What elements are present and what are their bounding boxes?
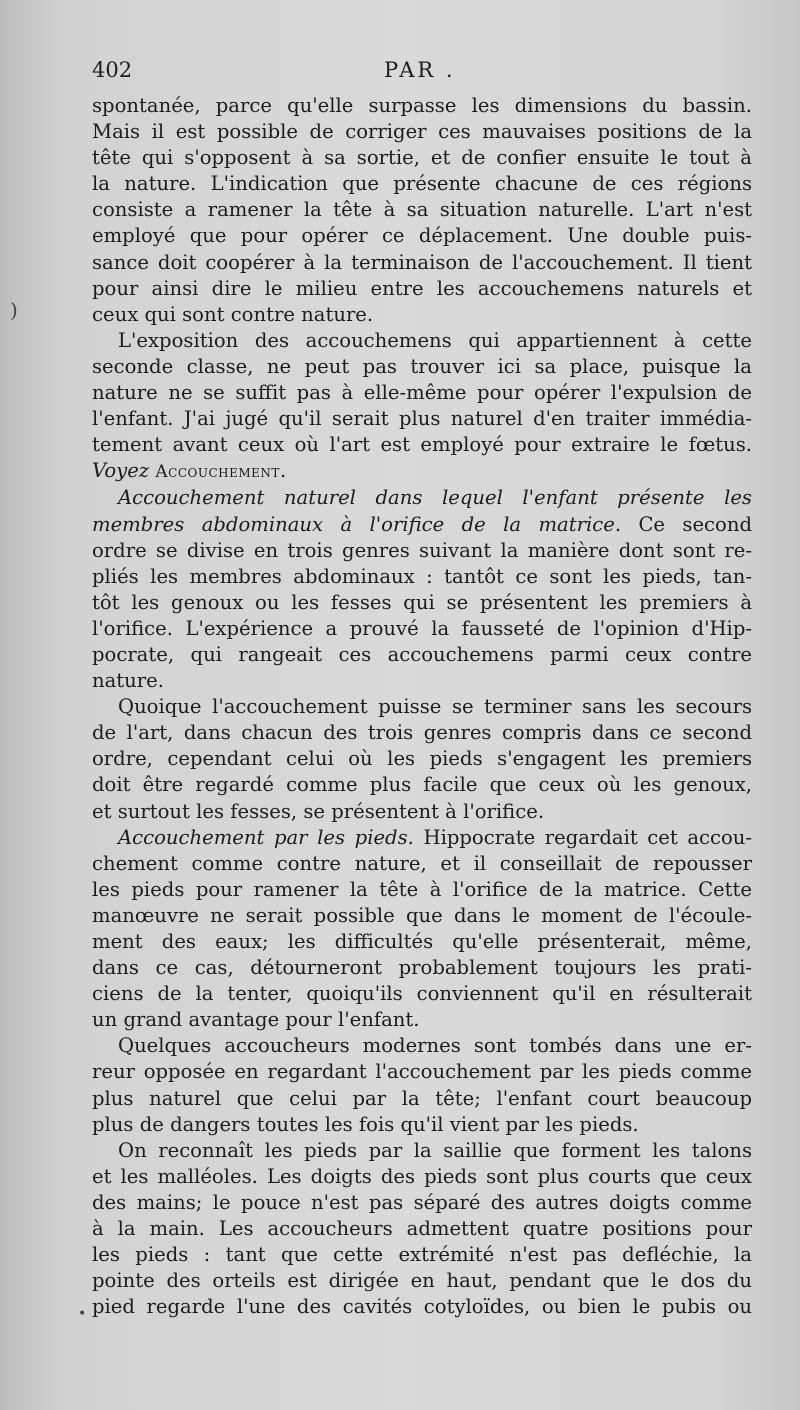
section-heading-line: Accouchement naturel dans lequel l'enfant présente les xyxy=(118,486,752,510)
text-line: à la main. Les accoucheurs admettent quatre positions pour xyxy=(92,1217,752,1241)
text-line: nature ne se suffit pas à elle-même pour opérer l'expulsion de xyxy=(92,381,752,405)
text-line: un grand avantage pour l'enfant. xyxy=(92,1008,420,1032)
text-line: tôt les genoux ou les fesses qui se présentent les premiers à xyxy=(92,590,752,614)
text-line: manœuvre ne serait possible que dans le moment de l'écoule- xyxy=(92,903,752,927)
text-line: pointe des orteils est dirigée en haut, pendant que le dos du xyxy=(92,1269,752,1293)
text-line: ciens de la tenter, quoiqu'ils conviennent qu'il en résulterait xyxy=(92,982,752,1006)
text-line: spontanée, parce qu'elle surpasse les dimensions du bassin. xyxy=(92,94,752,117)
text-line: des mains; le pouce n'est pas séparé des autres doigts comme xyxy=(92,1190,752,1214)
cross-reference-line: Voyez Accouchement. xyxy=(92,459,287,483)
text-line: chement comme contre nature, et il conseillait de repousser xyxy=(92,851,752,875)
see-also-label: Voyez xyxy=(92,459,150,483)
text-line: reur opposée en regardant l'accouchement par les pieds comme xyxy=(92,1060,752,1084)
text-line: l'orifice. L'expérience a prouvé la fausseté de l'opinion d'Hip- xyxy=(92,616,752,640)
text-line: de l'art, dans chacun des trois genres compris dans ce second xyxy=(92,721,752,745)
section-heading: Accouchement par les pieds. xyxy=(118,825,414,849)
text-line: plus naturel que celui par la tête; l'enfant court beaucoup xyxy=(92,1086,752,1110)
text-line: employé que pour opérer ce déplacement. Une double puis- xyxy=(92,224,752,248)
text-line: doit être regardé comme plus facile que ceux où les genoux, xyxy=(92,773,752,797)
text-line: dans ce cas, détourneront probablement toujours les prati- xyxy=(92,956,752,980)
text-line: la nature. L'indication que présente chacune de ces régions xyxy=(92,172,752,196)
text-line: pocrate, qui rangeait ces accouchemens parmi ceux contre xyxy=(92,642,752,666)
text-fragment: Hippocrate regardait cet accou- xyxy=(423,825,752,849)
text-line: ceux qui sont contre nature. xyxy=(92,302,374,326)
text-line: Quoique l'accouchement puisse se terminer sans les secours xyxy=(118,695,752,719)
text-line: sance doit coopérer à la terminaison de l'accouchement. Il tient xyxy=(92,250,752,274)
text-line: consiste a ramener la tête à sa situation naturelle. L'art n'est xyxy=(92,198,752,222)
margin-dot: • xyxy=(78,1306,87,1322)
margin-mark: ) xyxy=(10,298,18,322)
cross-reference-term: Accouchement xyxy=(155,462,280,483)
text-line: pied regarde l'une des cavités cotyloïdes, ou bien le pubis ou xyxy=(92,1295,752,1319)
page-number: 402 xyxy=(92,58,133,82)
text-line: seconde classe, ne peut pas trouver ici sa place, puisque la xyxy=(92,354,752,378)
text-line: ordre se divise en trois genres suivant la manière dont sont re- xyxy=(92,538,752,562)
text-line: et les malléoles. Les doigts des pieds sont plus courts que ceux xyxy=(92,1164,752,1188)
section-heading-end: membres abdominaux à l'orifice de la matrice. xyxy=(92,512,622,536)
text-line: pour ainsi dire le milieu entre les accouchemens naturels et xyxy=(92,276,752,300)
running-head: PAR . xyxy=(384,58,456,82)
text-line: les pieds : tant que cette extrémité n'est pas defléchie, la xyxy=(92,1243,752,1267)
text-fragment: Ce second xyxy=(638,512,752,536)
page-header xyxy=(92,58,752,92)
text-line: plus de dangers toutes les fois qu'il vient par les pieds. xyxy=(92,1112,639,1136)
text-line: l'enfant. J'ai jugé qu'il serait plus naturel d'en traiter immédia- xyxy=(92,407,752,431)
body-text xyxy=(92,93,752,1320)
text-line xyxy=(92,512,752,538)
text-line: ment des eaux; les difficultés qu'elle présenterait, même, xyxy=(92,930,752,953)
text-line: On reconnaît les pieds par la saillie que forment les talons xyxy=(118,1138,752,1162)
text-line: Quelques accoucheurs modernes sont tombés dans une er- xyxy=(118,1034,752,1058)
text-line: nature. xyxy=(92,669,164,693)
text-line: tête qui s'opposent à sa sortie, et de confier ensuite le tout à xyxy=(92,146,752,170)
text-line: pliés les membres abdominaux : tantôt ce sont les pieds, tan- xyxy=(92,564,752,588)
text-line: L'exposition des accouchemens qui appartiennent à cette xyxy=(118,328,752,352)
text-line: Mais il est possible de corriger ces mauvaises positions de la xyxy=(92,120,752,144)
text-line: tement avant ceux où l'art est employé pour extraire le fœtus. xyxy=(92,433,752,457)
text-line: les pieds pour ramener la tête à l'orifice de la matrice. Cette xyxy=(92,877,752,901)
text-line xyxy=(92,825,752,851)
text-line: et surtout les fesses, se présentent à l'orifice. xyxy=(92,799,545,823)
text-line: ordre, cependant celui où les pieds s'engagent les premiers xyxy=(92,747,752,771)
